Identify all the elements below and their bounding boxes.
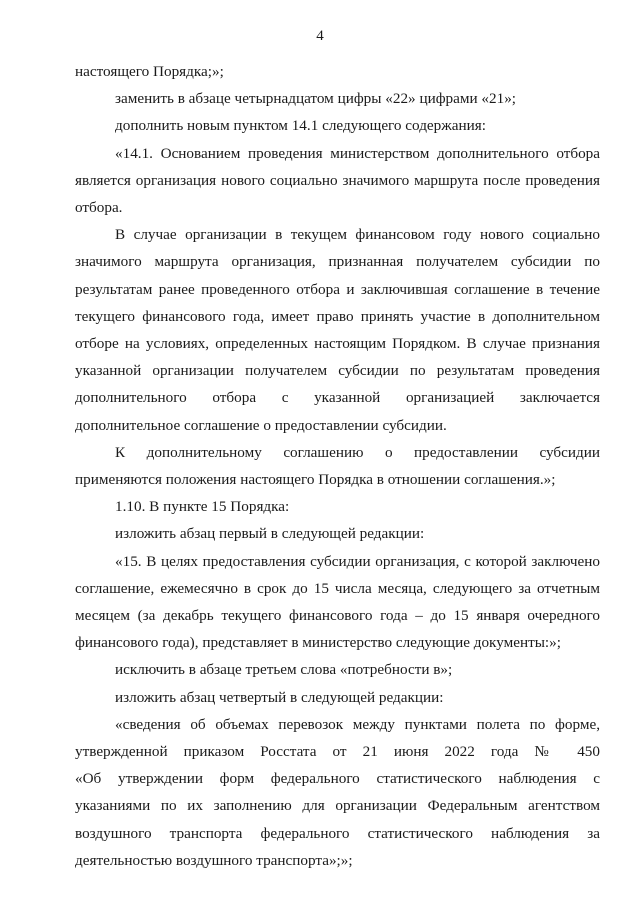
text-line: текущего финансового года, имеет право принять участие в дополнительном [75, 307, 600, 325]
text-line: настоящего Порядка;»; [75, 63, 224, 80]
text-line: дополнить новым пунктом 14.1 следующего содержания: [115, 117, 486, 135]
text-line: дополнительное соглашение о предоставлении субсидии. [75, 416, 447, 434]
text-line: В случае организации в текущем финансовом году нового социально [115, 226, 600, 244]
text-line: изложить абзац первый в следующей редакции: [115, 525, 425, 543]
text-line: указаниями по их заполнению для организации Федеральным агентством [75, 797, 600, 815]
text-line: деятельностью воздушного транспорта»;»; [75, 851, 353, 869]
text-line: исключить в абзаце третьем слова «потребности в»; [115, 661, 453, 679]
text-line: является организация нового социально значимого маршрута после проведения [75, 171, 600, 189]
text-line: воздушного транспорта федерального статистического наблюдения за [75, 824, 600, 842]
document-body [75, 58, 600, 874]
text-line: К дополнительному соглашению о предоставлении субсидии [115, 443, 600, 461]
text-line: дополнительного отбора с указанной организацией заключается [75, 389, 600, 407]
text-line: «Об утверждении форм федерального статистического наблюдения с [75, 770, 600, 788]
text-line: «сведения об объемах перевозок между пунктами полета по форме, [115, 715, 600, 733]
text-line: значимого маршрута организация, признанная получателем субсидии по [75, 253, 600, 271]
text-line: применяются положения настоящего Порядка в отношении соглашения.»; [75, 471, 556, 489]
text-line: финансового года), представляет в министерство следующие документы:»; [75, 634, 561, 652]
text-line: соглашение, ежемесячно в срок до 15 числа месяца, следующего за отчетным [75, 579, 600, 597]
text-line: утвержденной приказом Росстата от 21 июня 2022 года № 450 [75, 743, 600, 761]
text-line: отбора. [75, 199, 123, 217]
text-line: «14.1. Основанием проведения министерством дополнительного отбора [115, 144, 600, 162]
text-line: месяцем (за декабрь текущего финансового года – до 15 января очередного [75, 607, 600, 625]
text-line: результатам ранее проведенного отбора и заключившая соглашение в течение [75, 280, 600, 298]
text-line: «15. В целях предоставления субсидии организация, с которой заключено [115, 552, 600, 570]
page-number: 4 [316, 28, 324, 44]
text-line: 1.10. В пункте 15 Порядка: [115, 498, 290, 516]
text-line: отборе на условиях, определенных настоящим Порядком. В случае признания [75, 335, 600, 353]
text-line: указанной организации получателем субсидии по результатам проведения [75, 362, 600, 380]
text-line: изложить абзац четвертый в следующей редакции: [115, 688, 444, 706]
text-line: заменить в абзаце четырнадцатом цифры «22» цифрами «21»; [115, 90, 517, 108]
